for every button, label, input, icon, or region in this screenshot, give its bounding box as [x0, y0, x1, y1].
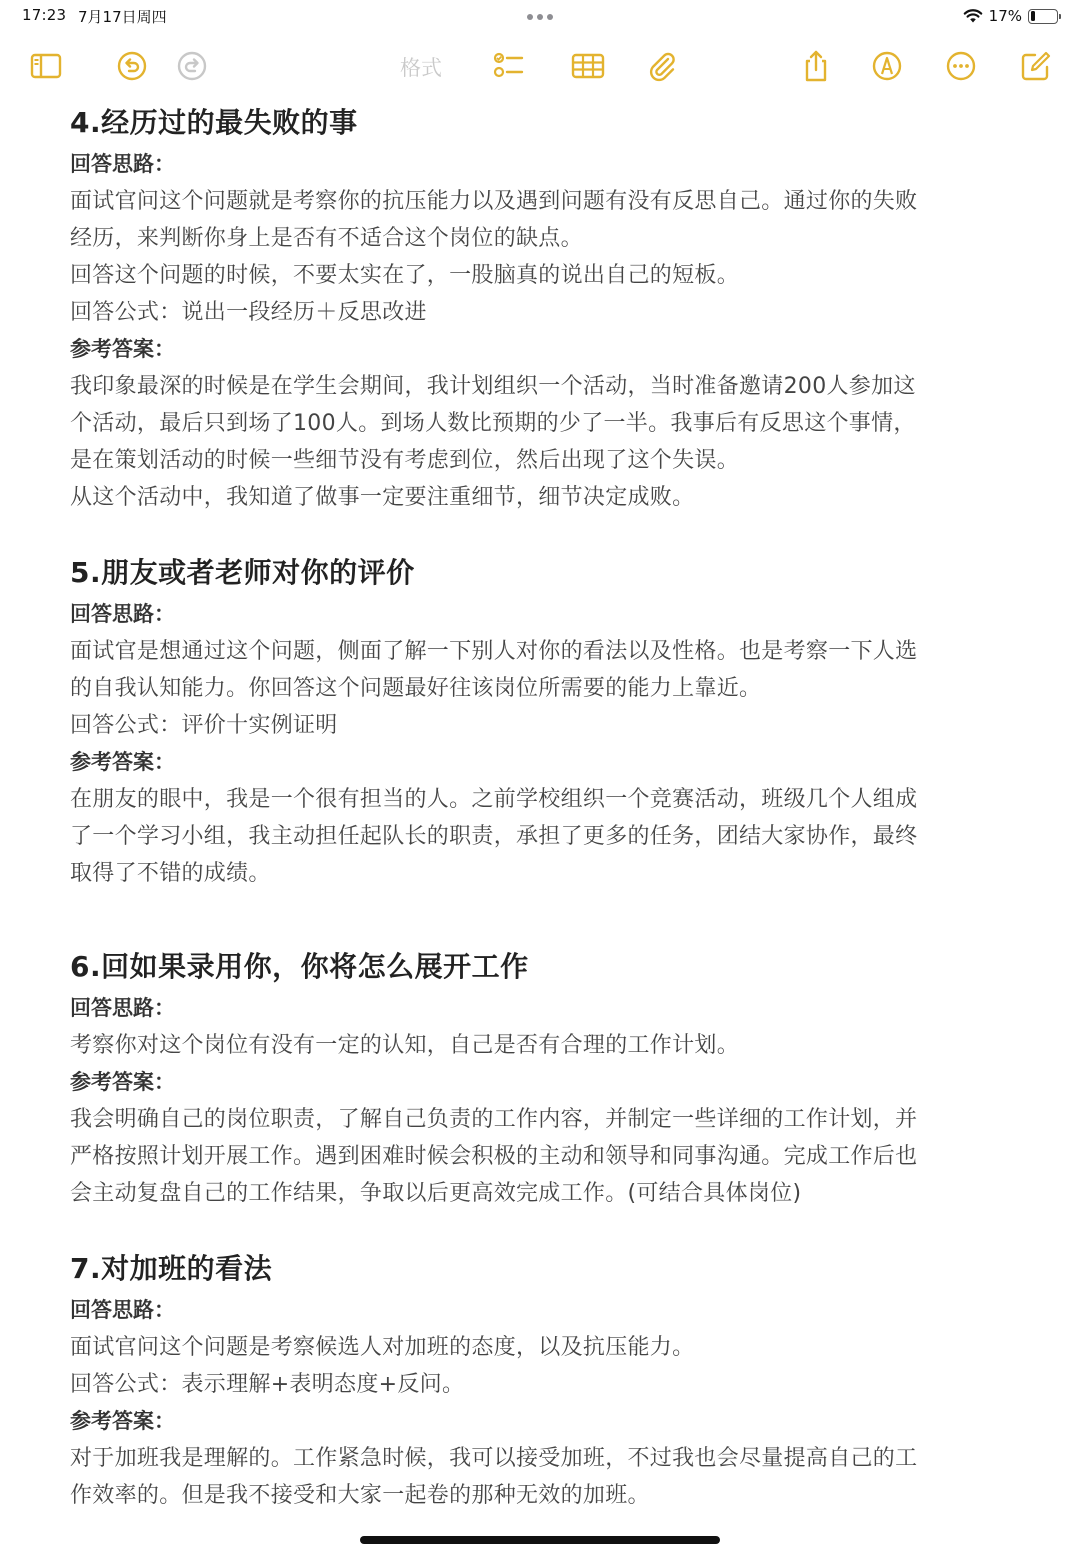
note-text-line: 的自我认知能力。你回答这个问题最好往该岗位所需要的能力上靠近。	[70, 676, 762, 701]
notes-toolbar	[0, 40, 1080, 94]
note-content[interactable]	[70, 100, 1010, 1514]
new-note-button[interactable]	[1012, 40, 1060, 92]
multitasking-dots-icon[interactable]	[525, 6, 555, 26]
paragraph-gap	[70, 1212, 1010, 1246]
note-section	[70, 1246, 1010, 1514]
table-button[interactable]	[564, 40, 612, 92]
attachment-button[interactable]	[638, 40, 686, 92]
battery-level	[1031, 11, 1035, 21]
note-text-line: 了一个学习小组，我主动担任起队长的职责，承担了更多的任务，团结大家协作，最终	[70, 824, 918, 849]
redo-icon	[174, 48, 210, 84]
answer-label: 回答思路：	[70, 996, 175, 1020]
section-heading: 5.朋友或者老师对你的评价	[70, 556, 415, 589]
note-text-line: 回答公式：表示理解+表明态度+反问。	[70, 1372, 465, 1397]
note-text-line: 是在策划活动的时候一些细节没有考虑到位，然后出现了这个失误。	[70, 448, 740, 473]
markup-button[interactable]	[863, 40, 911, 92]
note-text-line: 回答这个问题的时候，不要太实在了，一股脑真的说出自己的短板。	[70, 263, 740, 288]
note-text-line: 经历，来判断你身上是否有不适合这个岗位的缺点。	[70, 226, 583, 251]
battery-icon	[1028, 9, 1058, 24]
note-text-line: 面试官问这个问题就是考察你的抗压能力以及遇到问题有没有反思自己。通过你的失败	[70, 189, 918, 214]
status-date: 7月17日周四	[78, 8, 167, 26]
note-text-line: 回答公式：说出一段经历＋反思改进	[70, 300, 427, 325]
note-text-line: 面试官问这个问题是考察候选人对加班的态度，以及抗压能力。	[70, 1335, 695, 1360]
note-text-line: 作效率的。但是我不接受和大家一起卷的那种无效的加班。	[70, 1483, 650, 1508]
home-indicator[interactable]	[360, 1536, 720, 1544]
undo-button[interactable]	[108, 40, 156, 92]
answer-label: 参考答案：	[70, 750, 175, 774]
answer-label: 回答思路：	[70, 1298, 175, 1322]
answer-label: 参考答案：	[70, 1409, 175, 1433]
pen-tip-icon	[869, 48, 905, 84]
note-text-line: 我印象最深的时候是在学生会期间，我计划组织一个活动，当时准备邀请200人参加这	[70, 374, 916, 399]
note-text-line: 个活动，最后只到场了100人。到场人数比预期的少了一半。我事后有反思这个事情，	[70, 411, 916, 436]
answer-label: 回答思路：	[70, 152, 175, 176]
paragraph-gap	[70, 892, 1010, 944]
checklist-icon	[490, 48, 526, 84]
paperclip-icon	[644, 48, 680, 84]
note-text-line: 对于加班我是理解的。工作紧急时候，我可以接受加班，不过我也会尽量提高自己的工	[70, 1446, 918, 1471]
share-button[interactable]	[792, 40, 840, 92]
redo-button[interactable]	[168, 40, 216, 92]
note-text-line: 取得了不错的成绩。	[70, 861, 271, 886]
note-section	[70, 550, 1010, 892]
sidebar-icon	[28, 48, 64, 84]
answer-label: 参考答案：	[70, 337, 175, 361]
note-text-line: 在朋友的眼中，我是一个很有担当的人。之前学校组织一个竞赛活动，班级几个人组成	[70, 787, 918, 812]
section-heading: 4.经历过的最失败的事	[70, 106, 358, 139]
more-options-button[interactable]	[937, 40, 985, 92]
ellipsis-circle-icon	[943, 48, 979, 84]
answer-label: 回答思路：	[70, 602, 175, 626]
status-bar	[0, 0, 1080, 34]
wifi-icon	[963, 8, 983, 24]
note-section	[70, 944, 1010, 1212]
table-icon	[570, 48, 606, 84]
note-text-line: 考察你对这个岗位有没有一定的认知，自己是否有合理的工作计划。	[70, 1033, 740, 1058]
note-text-line: 回答公式：评价十实例证明	[70, 713, 338, 738]
note-text-line: 会主动复盘自己的工作结果，争取以后更高效完成工作。(可结合具体岗位)	[70, 1181, 802, 1206]
undo-icon	[114, 48, 150, 84]
compose-icon	[1018, 48, 1054, 84]
format-button[interactable]: 格式	[400, 56, 442, 80]
status-right	[963, 5, 1058, 27]
battery-percent: 17%	[988, 7, 1022, 25]
note-text-line: 面试官是想通过这个问题，侧面了解一下别人对你的看法以及性格。也是考察一下人选	[70, 639, 918, 664]
share-icon	[798, 48, 834, 84]
section-heading: 7.对加班的看法	[70, 1252, 273, 1285]
sidebar-toggle-button[interactable]	[22, 40, 70, 92]
checklist-button[interactable]	[484, 40, 532, 92]
note-text-line: 从这个活动中，我知道了做事一定要注重细节，细节决定成败。	[70, 485, 695, 510]
paragraph-gap	[70, 516, 1010, 550]
note-text-line: 我会明确自己的岗位职责，了解自己负责的工作内容，并制定一些详细的工作计划，并	[70, 1107, 918, 1132]
note-text-line: 严格按照计划开展工作。遇到困难时候会积极的主动和领导和同事沟通。完成工作后也	[70, 1144, 918, 1169]
note-section	[70, 100, 1010, 516]
section-heading: 6.回如果录用你，你将怎么展开工作	[70, 950, 529, 983]
answer-label: 参考答案：	[70, 1070, 175, 1094]
status-time: 17:23	[22, 6, 67, 24]
